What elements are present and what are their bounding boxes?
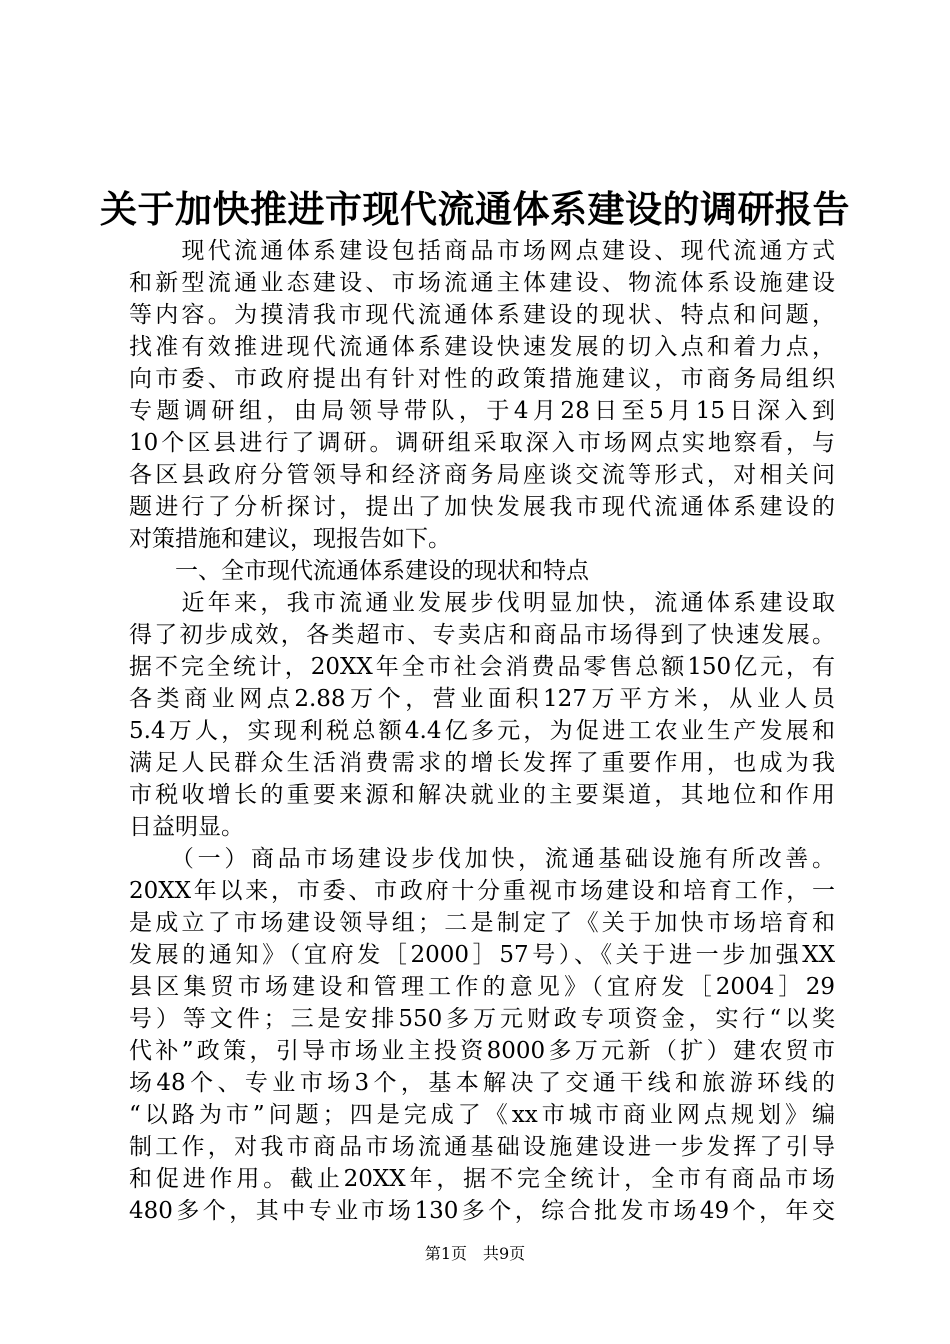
text-line: 日益明显。 xyxy=(129,814,244,840)
page-title: 关于加快推进市现代流通体系建设的调研报告 xyxy=(100,187,850,231)
text-line: 县区集贸市场建设和管理工作的意见》（宜府发［2004］29 xyxy=(129,974,835,1000)
text-line: （一）商品市场建设步伐加快，流通基础设施有所改善。 xyxy=(129,846,835,872)
text-line: 向市委、市政府提出有针对性的政策措施建议，市商务局组织 xyxy=(129,366,835,392)
text-line: 找准有效推进现代流通体系建设快速发展的切入点和着力点， xyxy=(129,334,835,360)
text-line: 各类商业网点2.88万个，营业面积127万平方米，从业人员 xyxy=(129,686,835,712)
text-line: 专题调研组，由局领导带队，于4月28日至5月15日深入到 xyxy=(129,398,835,424)
text-line: 现代流通体系建设包括商品市场网点建设、现代流通方式 xyxy=(129,238,835,264)
page-footer: 第1页 共9页 xyxy=(424,1244,526,1263)
text-line: 发展的通知》（宜府发［2000］57号）、《关于进一步加强XX xyxy=(129,942,835,968)
text-line: 满足人民群众生活消费需求的增长发挥了重要作用，也成为我 xyxy=(129,750,835,776)
text-line: 5.4万人，实现利税总额4.4亿多元，为促进工农业生产发展和 xyxy=(129,718,835,744)
text-line: 市税收增长的重要来源和解决就业的主要渠道，其地位和作用 xyxy=(129,782,835,808)
text-line: 据不完全统计，20XX年全市社会消费品零售总额150亿元，有 xyxy=(129,654,835,680)
text-line: 对策措施和建议，现报告如下。 xyxy=(129,526,451,552)
text-line: 题进行了分析探讨，提出了加快发展我市现代流通体系建设的 xyxy=(129,494,835,520)
text-line: 和新型流通业态建设、市场流通主体建设、物流体系设施建设 xyxy=(129,270,835,296)
text-line: 场48个、专业市场3个，基本解决了交通干线和旅游环线的 xyxy=(129,1070,835,1096)
text-line: 是成立了市场建设领导组；二是制定了《关于加快市场培育和 xyxy=(129,910,835,936)
text-line: 480多个，其中专业市场130多个，综合批发市场49个，年交 xyxy=(129,1198,835,1224)
text-line: 20XX年以来，市委、市政府十分重视市场建设和培育工作，一 xyxy=(129,878,835,904)
document-body xyxy=(129,235,835,1227)
text-line: 近年来，我市流通业发展步伐明显加快，流通体系建设取 xyxy=(129,590,835,616)
text-line: “以路为市”问题；四是完成了《xx市城市商业网点规划》编 xyxy=(129,1102,835,1128)
text-line: 得了初步成效，各类超市、专卖店和商品市场得到了快速发展。 xyxy=(129,622,835,648)
text-line: 制工作，对我市商品市场流通基础设施建设进一步发挥了引导 xyxy=(129,1134,835,1160)
text-line: 和促进作用。截止20XX年，据不完全统计，全市有商品市场 xyxy=(129,1166,835,1192)
text-line: 号）等文件；三是安排550多万元财政专项资金，实行“以奖 xyxy=(129,1006,835,1032)
text-line: 10个区县进行了调研。调研组采取深入市场网点实地察看，与 xyxy=(129,430,835,456)
text-line: 等内容。为摸清我市现代流通体系建设的现状、特点和问题， xyxy=(129,302,835,328)
text-line: 一、全市现代流通体系建设的现状和特点 xyxy=(129,558,589,584)
text-line: 代补”政策，引导市场业主投资8000多万元新（扩）建农贸市 xyxy=(129,1038,835,1064)
text-line: 各区县政府分管领导和经济商务局座谈交流等形式，对相关问 xyxy=(129,462,835,488)
